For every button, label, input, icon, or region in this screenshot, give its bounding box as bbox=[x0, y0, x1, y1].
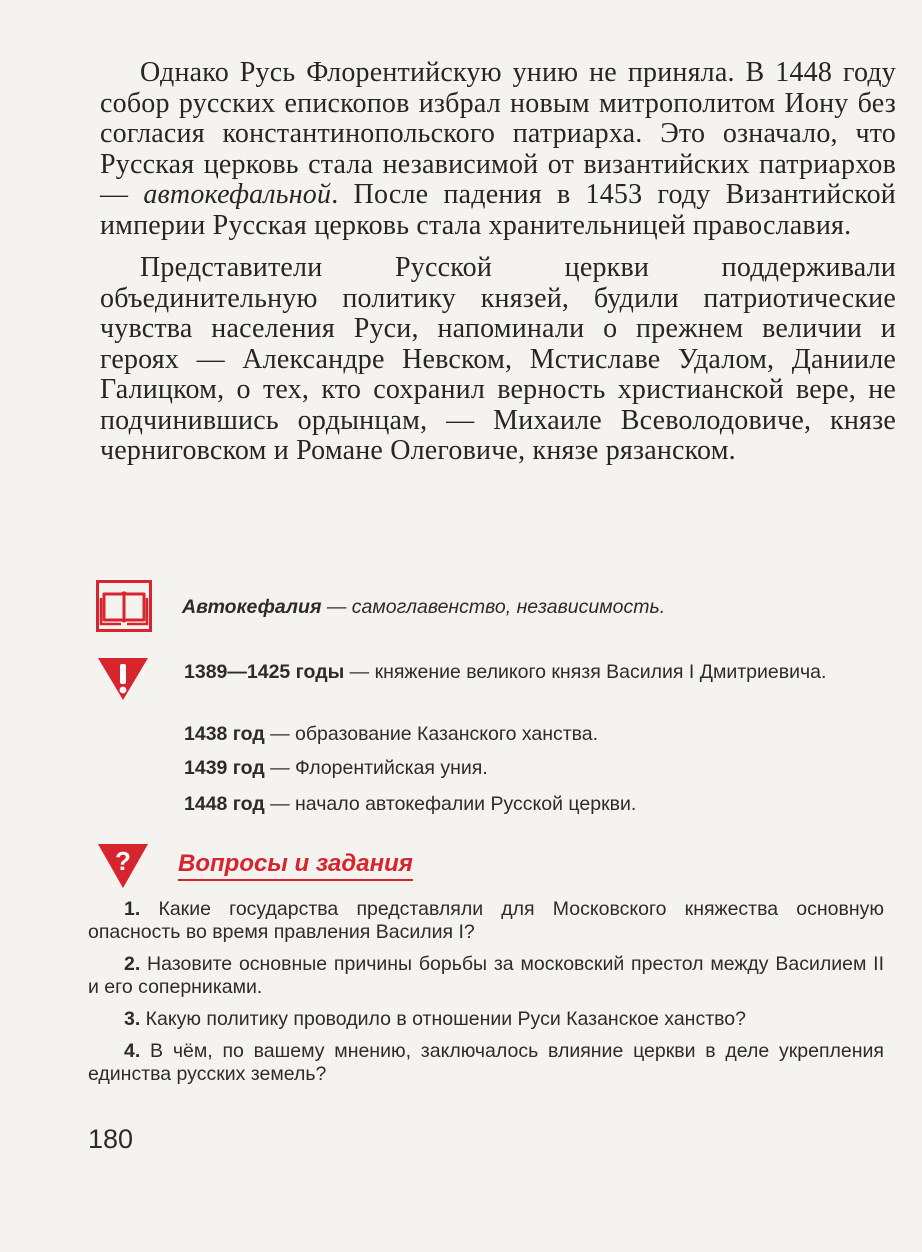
date-event: — княжение великого князя Василия I Дмитриевича. bbox=[344, 661, 827, 683]
definition-term: Автокефалия bbox=[182, 596, 322, 618]
exclamation-triangle-icon bbox=[96, 654, 150, 702]
paragraph-2: Представители Русской церкви поддерживали объединительную политику князей, будили патриотические чувства населения Руси, напоминали о прежнем величии и героях — Александре Невском, Мстиславе Удалом, Данииле Галицком, о тех, кто сохранил верность христианской вере, не подчинившись ордынцам, — Михаиле Всеволодовиче, князе черниговском и Романе Олеговиче, князе рязанском. bbox=[100, 252, 896, 466]
question-triangle-icon bbox=[96, 840, 150, 890]
date-event: — Флорентийская уния. bbox=[264, 757, 488, 779]
date-label: 1438 год bbox=[184, 723, 265, 745]
term-autocephalous: автокефальной bbox=[143, 179, 332, 210]
question-text: Назовите основные причины борьбы за московский престол между Василием II и его соперниками. bbox=[88, 953, 884, 998]
book-icon bbox=[96, 580, 152, 632]
questions-title: Вопросы и задания bbox=[178, 850, 413, 881]
date-label: 1448 год bbox=[184, 793, 265, 815]
date-event: — начало автокефалии Русской церкви. bbox=[264, 793, 637, 815]
question-number: 1. bbox=[124, 898, 141, 920]
questions-header bbox=[96, 840, 896, 896]
questions-list bbox=[88, 898, 884, 1086]
date-item-3 bbox=[184, 756, 896, 780]
svg-text:?: ? bbox=[115, 846, 131, 876]
date-item-4 bbox=[184, 792, 896, 816]
question-item bbox=[88, 1040, 884, 1086]
paragraph-1 bbox=[100, 58, 896, 241]
date-label: 1389—1425 годы bbox=[184, 661, 345, 683]
question-text: В чём, по вашему мнению, заключалось влияние церкви в деле укрепления единства русских земель? bbox=[88, 1040, 884, 1085]
date-item-1 bbox=[184, 660, 896, 684]
question-number: 3. bbox=[124, 1008, 141, 1030]
paragraph-1-start: Однако Русь Флорентийскую унию не приняла. В 1448 году собор русских епископов избрал новым митрополитом Иону без согласия константинопольского патриарха. Это означало, что Русская церковь стала независимой от византийских патриархов — bbox=[100, 57, 896, 210]
date-item-2 bbox=[184, 722, 896, 746]
date-event: — образование Казанского ханства. bbox=[264, 723, 599, 745]
page-number: 180 bbox=[88, 1124, 134, 1154]
definition-box bbox=[96, 580, 896, 640]
question-number: 2. bbox=[124, 953, 141, 975]
question-number: 4. bbox=[124, 1040, 141, 1062]
question-item bbox=[88, 953, 884, 999]
date-label: 1439 год bbox=[184, 757, 265, 779]
question-text: Какие государства представляли для Московского княжества основную опасность во время правления Василия I? bbox=[88, 898, 884, 943]
question-text: Какую политику проводило в отношении Руси Казанское ханство? bbox=[140, 1008, 746, 1030]
definition-text bbox=[182, 596, 665, 619]
main-text bbox=[100, 58, 896, 467]
question-item bbox=[88, 1008, 884, 1031]
paragraph-1-end: . После падения в 1453 году Византийской империи Русская церковь стала хранительницей православия. bbox=[100, 179, 896, 241]
question-item bbox=[88, 898, 884, 944]
definition-meaning: — самоглавенство, независимость. bbox=[321, 596, 666, 618]
